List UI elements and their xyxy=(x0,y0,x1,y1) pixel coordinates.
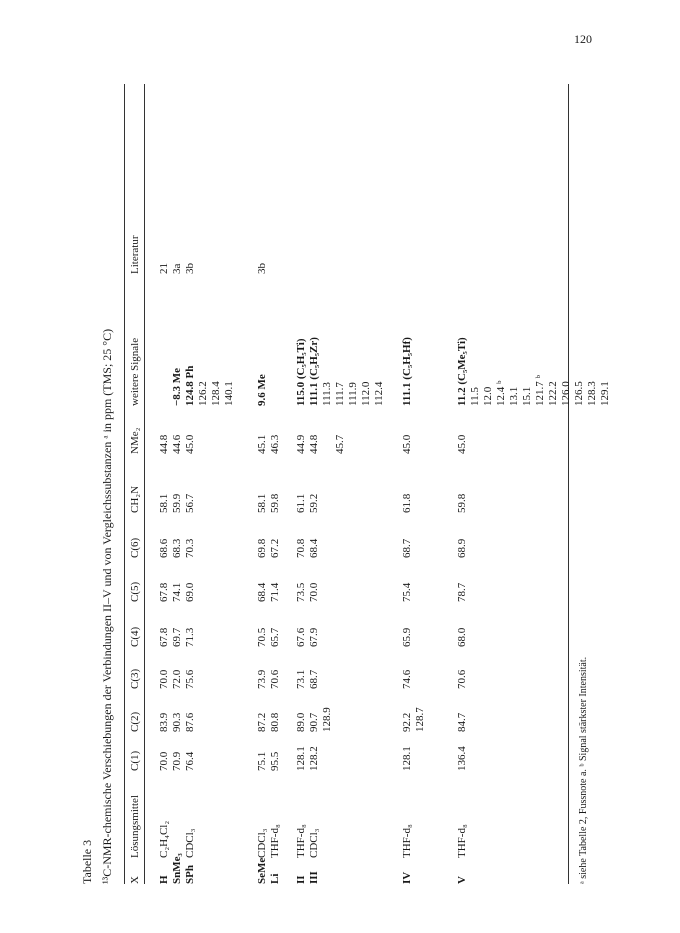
cell-c4: 71.3 xyxy=(184,627,196,647)
cell-solvent: CDCl₃ xyxy=(256,828,268,858)
column-header-other: weitere Signale xyxy=(129,337,141,406)
cell-c2: 84.7 xyxy=(456,712,468,732)
cell-nme2: 45.0 xyxy=(401,434,413,454)
cell-c6: 69.8 xyxy=(256,538,268,558)
cell-ch2n: 59.2 xyxy=(308,493,320,513)
cell-lit: 21 xyxy=(158,263,170,274)
cell-solvent: CDCl₃ xyxy=(184,828,196,858)
cell-c5: 67.8 xyxy=(158,582,170,602)
cell-other-signal: 111.1 (C₅H₅Zr) xyxy=(308,337,320,406)
column-header-solvent: Lösungsmittel xyxy=(129,795,141,858)
cell-c1: 76.4 xyxy=(184,751,196,771)
column-header-c2: C(2) xyxy=(129,711,141,732)
cell-x: SPh xyxy=(184,865,196,884)
cell-c2: 80.8 xyxy=(269,712,281,732)
cell-c3: 70.6 xyxy=(456,669,468,689)
cell-c6: 70.8 xyxy=(295,538,307,558)
cell-c3: 73.9 xyxy=(256,669,268,689)
cell-c4: 65.7 xyxy=(269,627,281,647)
column-header-c5: C(5) xyxy=(129,581,141,602)
cell-other-signal: 13.1 xyxy=(508,386,520,406)
cell-c4: 69.7 xyxy=(171,627,183,647)
cell-x: III xyxy=(308,871,320,884)
cell-c6: 70.3 xyxy=(184,538,196,558)
cell-other-signal: 11.5 xyxy=(469,387,481,406)
table-footnote: ᵃ siehe Tabelle 2, Fussnote a. ᵇ Signal stärkster Intensität. xyxy=(578,656,589,884)
cell-c1: 95.5 xyxy=(269,751,281,771)
cell-c3: 75.6 xyxy=(184,669,196,689)
column-header-x: X xyxy=(129,876,141,884)
cell-c3: 73.1 xyxy=(295,669,307,689)
rotated-table-page xyxy=(80,84,611,884)
column-header-nme2: NMe₂ xyxy=(129,427,141,454)
column-header-c1: C(1) xyxy=(129,750,141,771)
cell-lit: 3b xyxy=(256,263,268,274)
cell-ch2n: 61.1 xyxy=(295,493,307,513)
cell-c6: 67.2 xyxy=(269,538,281,558)
cell-c3: 72.0 xyxy=(171,669,183,689)
cell-c2: 92.2 xyxy=(401,712,413,732)
cell-x: Li xyxy=(269,873,281,884)
cell-c3: 68.7 xyxy=(308,669,320,689)
cell-c6: 68.6 xyxy=(158,538,170,558)
cell-c6: 68.3 xyxy=(171,538,183,558)
cell-x: H xyxy=(158,875,170,884)
cell-other-signal: 111.7 xyxy=(334,382,346,406)
cell-c5: 71.4 xyxy=(269,582,281,602)
cell-solvent: THF-d₈ xyxy=(401,824,413,858)
cell-other-signal: 112.4 xyxy=(373,381,385,406)
cell-c6: 68.7 xyxy=(401,538,413,558)
cell-c2: 90.3 xyxy=(171,712,183,732)
column-header-lit: Literatur xyxy=(129,235,141,274)
cell-c1: 70.9 xyxy=(171,751,183,771)
cell-c5: 68.4 xyxy=(256,582,268,602)
cell-c5: 69.0 xyxy=(184,582,196,602)
cell-nme2: 45.1 xyxy=(256,434,268,454)
cell-other-signal: 126.2 xyxy=(197,381,209,406)
cell-c2: 90.7 xyxy=(308,712,320,732)
cell-ch2n: 59.8 xyxy=(456,493,468,513)
cell-c2: 83.9 xyxy=(158,712,170,732)
cell-c5: 78.7 xyxy=(456,582,468,602)
cell-other-signal: 111.3 xyxy=(321,382,333,406)
cell-other-signal: 128.3 xyxy=(586,381,598,406)
cell-other-signal: 126.0 xyxy=(560,381,572,406)
cell-c5: 74.1 xyxy=(171,582,183,602)
cell-c2: 87.6 xyxy=(184,712,196,732)
cell-c3: 74.6 xyxy=(401,669,413,689)
cell-other-signal: 115.0 (C₅H₅Ti) xyxy=(295,338,307,406)
cell-c4: 67.9 xyxy=(308,627,320,647)
cell-other-signal: 9.6 Me xyxy=(256,374,268,406)
page-number: 120 xyxy=(574,32,592,46)
cell-nme2-extra: 45.7 xyxy=(334,434,346,454)
cell-c2: 89.0 xyxy=(295,712,307,732)
cell-nme2: 44.6 xyxy=(171,434,183,454)
cell-ch2n: 59.8 xyxy=(269,493,281,513)
cell-c5: 73.5 xyxy=(295,582,307,602)
cell-other-signal: 11.2 (C₅Me₅Ti) xyxy=(456,337,468,406)
cell-x: SnMe₃ xyxy=(171,853,183,884)
cell-c2-extra: 128.7 xyxy=(414,707,426,732)
cell-other-signal: −8.3 Me xyxy=(171,367,183,406)
cell-c2-extra: 128.9 xyxy=(321,707,333,732)
column-header-c6: C(6) xyxy=(129,537,141,558)
cell-c3: 70.0 xyxy=(158,669,170,689)
cell-c1: 128.1 xyxy=(295,746,307,771)
cell-ch2n: 56.7 xyxy=(184,493,196,513)
cell-nme2: 45.0 xyxy=(456,434,468,454)
cell-other-signal: 121.7 ᵇ xyxy=(534,375,546,406)
cell-other-signal: 128.4 xyxy=(210,381,222,406)
cell-c1: 136.4 xyxy=(456,746,468,771)
cell-other-signal: 111.9 xyxy=(347,382,359,406)
cell-c1: 128.2 xyxy=(308,746,320,771)
cell-x: II xyxy=(295,875,307,884)
cell-other-signal: 12.0 xyxy=(482,386,494,406)
column-header-c3: C(3) xyxy=(129,668,141,689)
table-header-rule xyxy=(144,84,145,884)
table-bottom-rule xyxy=(568,84,569,884)
cell-c4: 70.5 xyxy=(256,627,268,647)
cell-c6: 68.9 xyxy=(456,538,468,558)
cell-c4: 65.9 xyxy=(401,627,413,647)
cell-ch2n: 61.8 xyxy=(401,493,413,513)
cell-c3: 70.6 xyxy=(269,669,281,689)
column-header-ch2n: CH₂N xyxy=(129,485,141,513)
cell-solvent: CDCl₃ xyxy=(308,828,320,858)
cell-c4: 67.6 xyxy=(295,627,307,647)
table-caption-text: ¹³C-NMR-chemische Verschiebungen der Verbindungen II–V und von Vergleichssubstanzen ᵃ in ppm (TMS; 25 °C) xyxy=(100,328,114,884)
cell-c2: 87.2 xyxy=(256,712,268,732)
cell-lit: 3b xyxy=(184,263,196,274)
cell-c5: 75.4 xyxy=(401,582,413,602)
cell-x: V xyxy=(456,876,468,884)
cell-x: IV xyxy=(401,871,413,884)
cell-other-signal: 111.1 (C₅H₅Hf) xyxy=(401,337,413,406)
cell-c1: 70.0 xyxy=(158,751,170,771)
cell-c6: 68.4 xyxy=(308,538,320,558)
cell-solvent: THF-d₈ xyxy=(295,824,307,858)
cell-lit: 3a xyxy=(171,263,183,274)
cell-nme2: 44.8 xyxy=(158,434,170,454)
cell-ch2n: 58.1 xyxy=(256,493,268,513)
cell-nme2: 44.8 xyxy=(308,434,320,454)
cell-nme2: 46.3 xyxy=(269,434,281,454)
cell-solvent: THF-d₈ xyxy=(269,824,281,858)
cell-c1: 128.1 xyxy=(401,746,413,771)
cell-other-signal: 15.1 xyxy=(521,386,533,406)
cell-other-signal: 12.4 ᵇ xyxy=(495,380,507,406)
cell-nme2: 44.9 xyxy=(295,434,307,454)
cell-other-signal: 126.5 xyxy=(573,381,585,406)
cell-ch2n: 59.9 xyxy=(171,493,183,513)
cell-other-signal: 129.1 xyxy=(599,381,611,406)
table-top-rule xyxy=(124,84,125,884)
cell-c1: 75.1 xyxy=(256,751,268,771)
column-header-c4: C(4) xyxy=(129,626,141,647)
cell-c4: 67.8 xyxy=(158,627,170,647)
table-caption-title: Tabelle 3 xyxy=(80,839,94,884)
cell-solvent: C₂H₄Cl₂ xyxy=(158,820,170,858)
cell-other-signal: 140.1 xyxy=(223,381,235,406)
cell-other-signal: 124.8 Ph xyxy=(184,365,196,406)
cell-other-signal: 122.2 xyxy=(547,381,559,406)
cell-c5: 70.0 xyxy=(308,582,320,602)
cell-other-signal: 112.0 xyxy=(360,381,372,406)
cell-solvent: THF-d₈ xyxy=(456,824,468,858)
cell-ch2n: 58.1 xyxy=(158,493,170,513)
cell-x: SeMe xyxy=(256,857,268,884)
cell-nme2: 45.0 xyxy=(184,434,196,454)
cell-c4: 68.0 xyxy=(456,627,468,647)
